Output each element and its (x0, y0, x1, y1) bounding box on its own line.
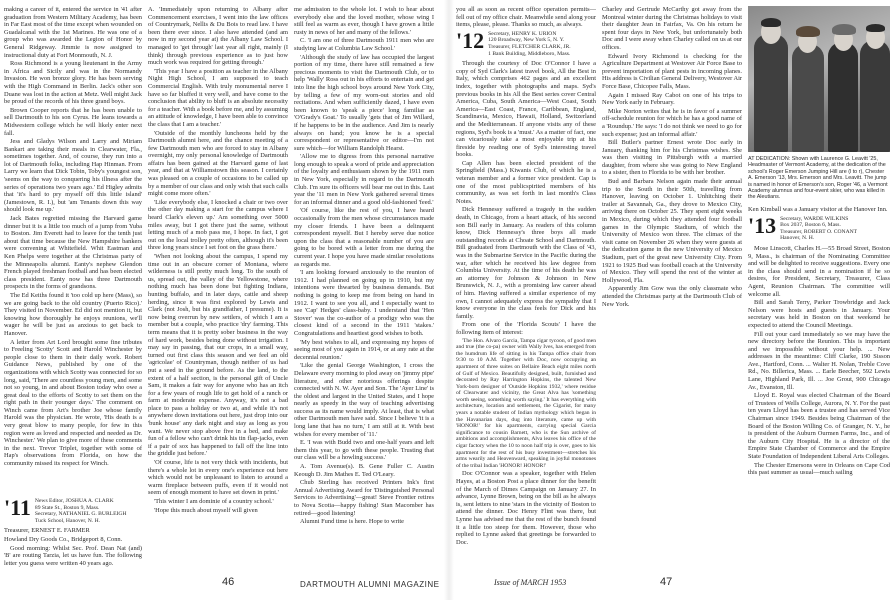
paragraph: 'Of course, life is not very thick with incidents, but there's a whole lot in every one's experience out here which would not be unpleasant to listen to around a warm fireplace between puffs, even if it would not seem of enough moment to have set down in print.' (148, 459, 288, 497)
paragraph: Jack Bates regretted missing the Harvard game dinner but it is a little too much of a jump from Yuba to Boston. Jim Everett had to leave for the tenth just about that time because the New Hampshire bankers were convening at Whitefield. Whit Eastman and Ken Phelps were together at the Christmas party of the Minneapolis alumni. Eanty's nephew Glendon French played freshman football and has been elected class president. Eanty now has three Dartmouth prospects in the forms of grandsons. (4, 215, 142, 291)
person-hair (866, 24, 885, 32)
page-number-left (222, 576, 234, 588)
paragraph: Doc O'Connor was a speaker, together with Helen Hayes, at a Boston Post a place dinner for the benefit of the March of Dimes Campaign on January 27. In advance, Lynne Brown, being on the bill as he always is, sent letters to nine 'stars in the vicinity of Boston to attend the dinner. Doc Henry Flint was there, but Lynne has advised me that the rest of the bunch found it a little too steep for them. However, those who replied to Lynne asked that greetings be forwarded to Doc. (456, 470, 596, 546)
class-11-heading (4, 498, 142, 524)
paragraph: Jess and Gladys Wilson and Larry and Miriam Bankart are taking their meals in Clearwater, Fla., sometimes together. And, of course, they run into a lot of Dartmouth folks, including Hap Hinman. From Larry we learn that Dick Tobin, Toby's youngest son, 'seems on the way to conquering his illness after the series of operations two years ago.' Ed Higley admits that 'it's hard to pry myself off this little island' (Jamestown, R. I.), but 'am Tenants down this way should look me up.' (4, 138, 142, 214)
paragraph: The Chester Emersons were in Orleans on Cape Cod this past summer as usual—much sailing (748, 461, 890, 477)
officer-line: Treasurer, ERNEST E. FARMER (4, 527, 90, 535)
paragraph: making a career of it, entered the service in '41 after graduation from Western Military Academy, has been in Far East most of the time except when wounded on Guadalcanal with the 1st Marines. He was one of a group who was awarded the Legion of Honor by General Ridgeway. Jimmie is now assigned to instructional duty at Fort Monmouth, N. J. (4, 6, 142, 59)
paragraph: 'Like the genial George Washington, I cross the Delaware every morning to plod away on 'jimmy pipe' literature, and other notorious offerings despite connected with N. W. Ayer and Son. The 'Ayer Line' is the oldest and largest in the United States, and I hope nearly as speedy in the way of teaching advertising success as its name would imply. At least, that is what other Dartmouth men have said. Since I believe 'it is a long lane that has no turn,' I am still at it. With best wishes for every member of '11.' (294, 362, 434, 438)
dedication-photo (748, 6, 890, 152)
paragraph: me admission to the whole lot. I wish to hear about everybody else and the loved mother, whose wing I still feel as warm as ever, though I have grown a little rusty in news of her and many of the fellows.' (294, 6, 434, 36)
paragraph: 'The Hon. Alvaro Garcia, Tampa cigar tycoon, of good men and true (the co-pa) owner with Wally Ives, has emerged from the humdrum life of sitting in his Tampa office chair from 9:30 to 10 A.M. Together with Doc, now occupying an apartment of three suites on Bellaire Beach eight miles north of Gulf of Mexico. Beautifully designed, built, furnished and decorated by Ray Harrington Hopkins, the talented New York-born designer of 'Outside Hopkins 1932,' where residue of Clearwater and vicinity, the Great Alva has 'something worth seeing, something worth saying.' It has everything with architecture, location and settlement, the Cigarist, for many years a notable student of Indian mythology which began in the Havanarian days, dug into literature, came up with 'HONOR!' for his apartments, carrying special Garcia significance to cousin Barnett, who is the Sun archive of ambitions and accomplishments, Alva leaves his office of the cigar factory when the 10 to noon half trip is over, goes to his apartment for the rest of his busy investment—stretches his arms wearily and Heavenward, speaking in joyful monotones of the tribal Indian 'HONOR! HONOR!' (456, 337, 596, 469)
paragraph: Bill Butler's partner Ernest wrote Doc early in January, thanking him for his Christmas wishes. She was then visiting in Pittsburgh with a married daughter, from where she was going to New England to a sister, then to Florida to be with her brother. (602, 139, 742, 177)
person-hair (832, 24, 856, 35)
column-2 (148, 6, 288, 558)
column-6 (748, 206, 890, 556)
paragraph: 'I am looking forward anxiously to the reunion of 1912. I had planned on going up in 1910, but my intentions were thwarted by business demands. But nothing is going to keep me from being on hand in 1912. I want to see you all, and I especially want to see 'Cap' Hedges' class-baby. I understand that 'Hen Stover' was the co-author of a prodigy who was the closest kind of a second in the 1911 'stakes.' Congratulations and heartiest good wishes to both. (294, 269, 434, 337)
paragraph: Ross Richmond is a young lieutenant in the Army in Africa and Sicily and was in the Normandy Invasion. He won bronze glory. He has been serving with the High Command in Berlin. Jack's other son Duane was lost in the action at Metz. Well might Jack be proud of the records of his three grand boys. (4, 60, 142, 106)
officer-line: News Editor, JOSHUA A. CLARK (34, 498, 114, 504)
column-4 (456, 6, 596, 558)
class-year: '11 (4, 496, 31, 520)
paragraph: Ken Kimball was a January visitor at the Hanover Inn. (748, 206, 888, 213)
officer-line: 89 State St., Boston 9, Mass. (34, 504, 100, 511)
paragraph: 'This year I have a position as teacher in the Albany Night High School, I am supposed to teach Commercial English. With truly monumental nerve I have so far bluffed it very well, and have come to the conclusion that ability to bluff is an absolute necessity for a teacher. With a book before me, and by assuming an attitude of knowledge, I have been able to convince the class that I am a teacher.' (148, 67, 288, 128)
officer-line: Treasurer, FLETCHER CLARK, JR. (488, 43, 571, 50)
officer-line: 1 Bank Building, Middleboro, Mass. (488, 50, 571, 57)
paragraph: Lloyd E. Royal was elected Chairman of the Board of Trustees of Wells College, Aurora, N. Y. For the past ten years Lloyd has been a trustee and has served Vice Chairman since 1949. Besides being Chairman of the Board of the Boston Willing Co. of Granger, N. Y., he is president of the Auburn Ourmen Farms, Inc., and of the Auburn City Hospital. He is a director of the Empire State Chamber of Commerce and the Empire State Foundation of Independent Liberal Arts Colleges. (748, 392, 890, 460)
paragraph: A. 'Immediately upon returning to Albany after Commencement exercises, I went into the law offices of Countrymark, Nellis & Du Bois to read law. I have been there ever since. I also have attended (and am now in my second year at) the Albany Law School. I managed to 'get through' last year all right, mainly (I think) through previous experience as to just how much work was required for getting through.' (148, 6, 288, 67)
issue-label: Issue of MARCH 1953 (494, 578, 567, 587)
paragraph: Brown Cooper reports that he has been unable to sell Dartmouth to his son Cyrus. He leans towards a Midwestern college which he will likely enter next fall. (4, 106, 142, 137)
paragraph: Charley and Gertrude McCarthy got away from the Montreal winter during the Christmas holidays to visit their daughter Jean in Fairfax, Va. On his return he spent four days in New York, but unfortunately both Doc and I were away when Charley called on us at our offices. (602, 6, 742, 51)
officer-line: Secretary, HENRY K. URION (488, 30, 557, 37)
magazine-title: DARTMOUTH ALUMNI MAGAZINE (300, 580, 440, 589)
officer-line: Secretary, NATHANIEL G. BURLEIGH (34, 511, 127, 518)
paragraph: Edward Ivory Richmond is checking for the Agriculture Department at Westover Air Force Base to prevent importation of plant pests in incoming planes. His address is Civilian General Delivery, Westover Air Force Base, Chicopee Falls, Mass. (602, 52, 742, 90)
page-number: 47 (660, 576, 673, 588)
paragraph: 'When not looking about the campus, I spend my time out in an obscure corner of Montana, where wilderness is still pretty much long. To the south of us, spread out, the valley of the Yellowstone, where nothing much has been done but fighting Indians, hunting buffalo, and in later days, cattle and sheep herding, since it was first explored by Lewis and Clark (not Josh, but his grandfather, I presume). It is now being overrun by new settlers, of which I am a member but a couple, who practice 'dry' farming. This term means that it is pretty sober business in the way of hard work, besides being done without irrigation. I may say in passing, that our crops, in a small way, turned out first class this season and we feel an old 'agricolae' of Countryman, though neither of us had put a seed in the ground before. As the land, to the extent of a half section, is the personal gift of Uncle Sam, it makes a fair way for anyone who has an itch for a few years of rough life to get hold of a ranch or farm at moderate expense. Anyway, it's not a bad place to pass a holiday or two at, and while it's not anywhere down invitations out here, just drop into our 'bunk house' any dark night and stay as long as you want. We never stop above five in a bed, and make fun of a fellow who can't drink his tin flap-jacks, even if a pair of sox has happened to fall off the line into the griddle just before.' (148, 253, 288, 458)
paragraph: C. 'I am one of three Dartmouth 1911 men who are studying law at Columbia Law School.' (294, 37, 434, 52)
officer-line: Secretary, WARDE WILKINS (780, 215, 849, 222)
paragraph: From one of the 'Florida Scouts' I have the following item of interest: (456, 321, 596, 336)
paragraph: 'Hope this much about myself will given (154, 506, 258, 514)
paragraph: 'Of course, like the rest of you, I have heard occasionally from the men whose circumstances made my closer friends. I have been a delinquent correspondent myself. But I hereby serve due notice upon the class that a reasonable number of you are going to be bored with a letter from me during the current year. I hope you have made similar resolutions as regards me. (294, 207, 434, 268)
paragraph: Apparently Jim Gow was the only classmate who attended the Christmas party at the Dartmouth Club of New York. (602, 285, 742, 308)
paragraph: 'Outside of the monthly luncheons held by the Dartmouth alumni here, and the chance meeting of a few Dartmouth men who are forced to stay in Albany overnight, my only personal knowledge of Dartmouth affairs has been gained at the Harvard game of last year, and that at Williamstown this season. I certainly was pleased on a couple of occasions to be called up by a member of our class and only wish that such calls might come more often.' (148, 129, 288, 198)
paragraph: The Ed Keiths found it 'too cold up here (Mass), so we are going back to the old country (Puerto Rico).' They visited in November. Ed did not mention it, but knowing how thoroughly he enjoys reunions, we'll wager he will be just as anxious to get back to Hanover. (4, 291, 142, 337)
paragraph: Mike Norton writes that he is in favor of a summer off-schedule reunion for which he has a good name of a 'Roundup.' He says: 'I do not think we need to go for such expense; just an informal affair.' (602, 107, 742, 138)
paragraph: 'Allow me to digress from this personal narrative long enough to speak a word of pride and appreciation of the loyalty and enthusiasm shown by the 1911 men in New York, especially in regard to the Dartmouth Club. I'm sure its officers will bear me out in this. Last year the '11 men in New York gathered several times for an informal dinner and a good old-fashioned 'feed.' (294, 153, 434, 206)
class-officers (35, 498, 127, 524)
paragraph: 'Like everybody else, I knocked a chair or two over the other day making a start for the campus where I heard Clark's eleven up.' Am something over 5000 miles away, but I got there just the same, without letting much of a mob pass me, I hope. In fact, I got out on the local trolley pretty often, although it's been three long years since I set foot on the grass there.' (148, 198, 288, 252)
paragraph: Cap Allen has been elected president of the Springfield (Mass.) Kiwanis Club, of which he is a veteran member and a former vice president. Cap is one of the most publicspirited members of his community, as was set forth in last month's Class Notes. (456, 159, 596, 205)
gutter (444, 0, 454, 600)
class-officers (488, 31, 571, 57)
paragraph: Through the courtesy of Doc O'Connor I have a copy of Syd Clark's latest travel book, All the Best in Italy, which comprises 462 pages and an excellent index, together with photographs and maps. Syd's previous books in his All the Best series cover Central America, Cuba, South America—West Coast, South America—East Coast, France, Caribbean, England, Scandinavia, Mexico, Hawaii, Holland, Switzerland and the Mediterranean. If anyone visits any of these regions, Syd's book is a 'must.' As a matter of fact, one can vicariously take a most enjoyable trip at his fireside by reading one of Syd's interesting travel books. (456, 60, 596, 159)
column-5 (602, 6, 742, 558)
class-11-block (4, 496, 142, 576)
page-number: 46 (222, 576, 235, 588)
column-3 (294, 6, 434, 558)
officer-line: Box 2037, Boston 6, Mass. (780, 222, 841, 229)
paragraph: E. 'I was with Budd two and one-half years and left them this year, to go with these people. Trusting that our class will be a howling success.' (294, 439, 434, 462)
officer-line: Tuck School, Hanover, N. H. (34, 517, 101, 524)
paragraph: Bud and Barbara Nelson again made their annual trip to the South in their 50th, travelling from Hanover, leaving on October 1. Unhitching their trailer at Savannah, Ga., they drove to Mexico City, arriving there on October 25. They spent eight weeks in Mexico, during which they attended four football games in the Olympic Stadium, of which the University of Mexico won three. The climax of the visit came on November 26 when they were guests at the dedication game in the new University of Mexico Stadium, part of the great new University City. From 1921 to 1925 Bud was football coach at the University of Mexico. They will spend the rest of the winter at Hollywood, Fla. (602, 178, 742, 284)
paragraph: Mose Linscott, Charles H.—55 Broad Street, Boston 9, Mass., is chairman of the Nominating Committee and will be delighted to receive suggestions. Every one in the class should send in a nomination if he so desires, for President, Secretary, Treasurer, Class Agent, Reunion Chairman. The committee will welcome all. (748, 244, 890, 298)
class-officers (780, 216, 857, 242)
person-hair (761, 18, 781, 27)
paragraph: 'This winter I am dominie of a country school.' (154, 498, 274, 505)
photo-caption: AT DEDICATION: Shown with Laurence G. Leavitt '25, Headmaster of Vermont Academy, at the dedication of the school's Roger Emerson Jumping Hill are (l to r), Chester A. Emerson '13, Mrs. Emerson and Mrs. Leavitt. The jump is named in honor of Emerson's son, Roger '46, a Vermont Academy alumnus and four-event skier, who was killed in the Aleutians. (748, 156, 888, 201)
paragraph: Good morning: Whilst Sec. Prof. Dean Nat (and) 'B' are routing Tarzia, let us have fun. The following letter you guess were written 40 years ago. (4, 544, 142, 567)
person-figure (828, 42, 858, 152)
paragraph: A. Tom Avenue(s). B. Gene Fuller C. Austin Keough D. Jim Mathes E. Ted O'Leary. (294, 463, 434, 478)
class-year: '13 (748, 212, 777, 238)
person-hair (796, 26, 820, 37)
paragraph: Chub Sterling has received Printers Ink's first Annual Advertising Award for 'Distinguished Personal Services to Advertising'—great! Steve Frontier retires to Nova Scotia—happy fishing! Stan Macomber has retired—good listening! (294, 479, 434, 517)
paragraph: Bill and Sarah Terry, Parker Trowbridge and Jack Nelson were hosts and guests in January. Your secretary was held in Boston on that weekend he expected to attend the Council Meetings. (748, 299, 890, 329)
person-figure (792, 44, 824, 152)
class-13-heading (748, 212, 890, 242)
paragraph: 'Although the study of law has occupied the largest portion of my time, there have still remained a few precious moments to visit the Dartmouth Club, or to help 'Wally' Ross out in his efforts to entertain and get into line the high school boys around New York City, by telling a few of my worn-out stories and old recitations. And when sufficiently dazed, I have even been known to 'speak a piece' long familiar as 'O'Grady's Goat.' To usually 'gets that of Jim Willard, if he happens to be in the audience. And Jim is nearly always on hand; you know he is a special correspondent or representative or editor—I'm not sure which—for William Randolph Hearst. (294, 53, 434, 152)
paragraph: Dick Hennessy suffered a tragedy in the sudden death, in Chicago, from a heart attack, of his second son Bill early in January. As readers of this column know, Dick Hennessy's three boys all made outstanding records at Choate School and Dartmouth. Bill graduated from Dartmouth with the Class of '43, was in the Submarine Service in the Pacific during the war, after which he received his law degree from Columbia University. At the time of his death he was an attorney for Johnson & Johnson in New Brunswick, N. J., with a promising law career ahead of him. Having suffered a similar experience of my own, I cannot adequately express the sympathy that I know everyone in the class feels for Dick and his family. (456, 206, 596, 320)
paragraph: Again I missed Ray Cabot on one of his trips to New York early in February. (602, 91, 742, 107)
person-figure (860, 40, 890, 152)
officer-line: 120 Broadway, New York 5, N. Y. (488, 37, 565, 44)
page-number-right (660, 576, 672, 588)
person-figure (754, 34, 788, 152)
officer-line: Treasurer, ROBERT O. CONANT (780, 228, 858, 235)
officer-line: Howland Dry Goods Co., Bridgeport 8, Conn. (4, 535, 123, 543)
paragraph: 'My best wishes to all, and expressing my hopes of seeing most of you again in 1914, or at any rate at the decennial reunion.' (294, 338, 434, 361)
paragraph: A letter from Art Lord brought some fine tributes to Freeling 'Scotty' Scott and Harold Winchester by people close to them in their daily work. Robert Guidance News, published by one of the organizations with which Scotty was connected for so long, said, 'There are countless young men, and some not so young, in and about Boston today who owe a great deal to the efforts of Scotty to set them on the right path in their younger days.' The comment on Winch came from Art's brother Joe whose family Harold was the physician. He wrote, 'His death is a very great blow to many people, for few in this region were as loved and respected and needed as Dr. Winchester.' We plan to give more of these comments in the next. Trevor Triplet, together with some of Hap's observations from Florida, on how the community missed its respect for Winch. (4, 338, 142, 468)
paragraph: Fill out your card immediately so we may have the new directory before the Reunion. This is important and we impossible without your help. ... New addresses in the meantime: Cliff Clarke, 190 Sisson Ave., Hartford, Conn. ... Walter H. Nolan, Treble Cove Rd., No. Billerica, Mass. ... Earle Beecher, 592 Lewis Lane, Highland Park, Ill. ... Joe Grout, 900 Chicago Av., Evanston, Ill. (748, 330, 890, 391)
paragraph: you all as soon as recent office operation permits—fell out of my office chair. Meanwhile send along your items, please, please. Thanks so much, as always. (456, 6, 596, 29)
officer-line: Hanover, N. H. (780, 235, 815, 242)
column-1 (4, 6, 142, 492)
class-12-heading (456, 27, 596, 57)
class-year: '12 (456, 27, 485, 53)
paragraph: Alumni Fund time is here. Hope to write (300, 518, 405, 526)
